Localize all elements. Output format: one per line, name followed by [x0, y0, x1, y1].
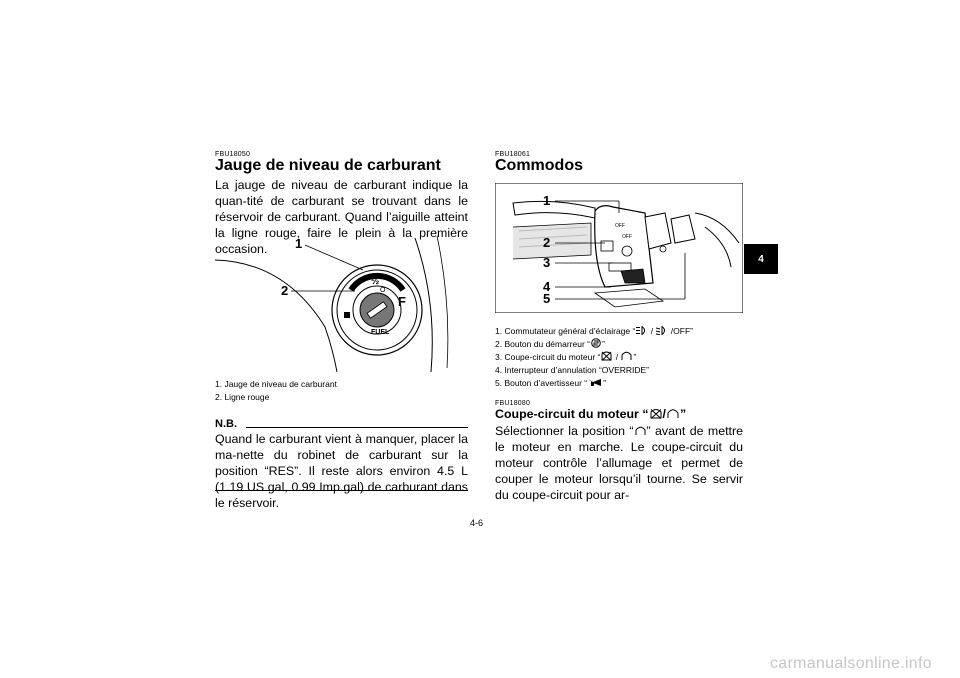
switch-callout-2: 2 — [543, 235, 551, 250]
headlight-high-icon — [636, 326, 647, 335]
section-title: Commodos — [495, 157, 583, 174]
engine-stop-icon — [601, 351, 612, 361]
fuel-gauge-paragraph: La jauge de niveau de carburant indique la quan-tité de carburant se trouvant dans le réservoir de carburant. Quand l’aiguille atteint la ligne rouge, faire le plein à la première occasion. — [215, 178, 468, 256]
switch-caption-3: 3. Coupe-circuit du moteur “ / ” — [495, 352, 637, 362]
svg-text:OFF: OFF — [615, 223, 625, 229]
switch-callout-5: 5 — [543, 291, 551, 306]
note-title: N.B. — [215, 418, 237, 430]
gauge-fuel-label: FUEL — [371, 329, 390, 336]
fuel-gauge-illustration — [215, 232, 468, 372]
page-number: 4-6 — [470, 518, 484, 528]
subsection-title: Coupe-circuit du moteur “ / ” — [495, 407, 687, 421]
svg-text:O: O — [380, 287, 386, 294]
engine-stop-icon — [650, 408, 662, 419]
svg-text:OFF: OFF — [622, 234, 632, 240]
note-top-rule — [246, 427, 468, 428]
section-title: Jauge de niveau de carburant — [215, 157, 441, 174]
fuel-callout-2: 2 — [281, 283, 289, 298]
section-code: FBU18061 — [495, 151, 531, 158]
engine-stop-paragraph: Sélectionner la position “ ” avant de mettre le moteur en marche. Le coupe-circuit du moteur contrôle l’allumage et permet de couper le moteur lorsqu’il tourne. Se servir du coupe-circuit pour ar- — [495, 424, 743, 502]
engine-run-icon — [635, 426, 646, 436]
figure-caption-1: 1. Jauge de niveau de carburant — [215, 379, 337, 389]
gauge-half-label: ½ — [371, 276, 380, 287]
switch-callout-3: 3 — [543, 255, 551, 270]
headlight-low-icon — [656, 326, 667, 335]
note-text: Quand le carburant vient à manquer, placer la ma-nette du robinet de carburant sur la position “RES”. Il reste alors environ 4.5 L (1.19 US gal, 0.99 Imp.gal) de carburant dans le réservoir. — [215, 432, 468, 510]
handlebar-switches-illustration — [495, 183, 743, 313]
switch-caption-5: 5. Bouton d’avertisseur “ ” — [495, 378, 606, 388]
engine-run-icon — [621, 351, 632, 361]
footer-watermark: carmanualsonline.info — [770, 655, 932, 672]
note-bottom-rule — [215, 490, 468, 491]
horn-icon — [588, 378, 602, 387]
chapter-tab: 4 — [744, 244, 778, 274]
gauge-full-label: F — [398, 294, 406, 309]
switch-callout-1: 1 — [543, 193, 551, 208]
switch-caption-1: 1. Commutateur général d’éclairage “ / /OFF” — [495, 326, 693, 336]
switch-caption-4: 4. Interrupteur d’annulation “OVERRIDE” — [495, 365, 650, 375]
switch-caption-2: 2. Bouton du démarreur “ ” — [495, 339, 605, 349]
subsection-code: FBU18080 — [495, 400, 531, 407]
fuel-callout-1: 1 — [295, 236, 303, 251]
figure-caption-2: 2. Ligne rouge — [215, 392, 270, 402]
engine-run-icon — [667, 408, 679, 419]
section-code: FBU18050 — [215, 151, 251, 158]
switch-callout-4: 4 — [543, 279, 551, 294]
starter-icon — [591, 338, 601, 348]
